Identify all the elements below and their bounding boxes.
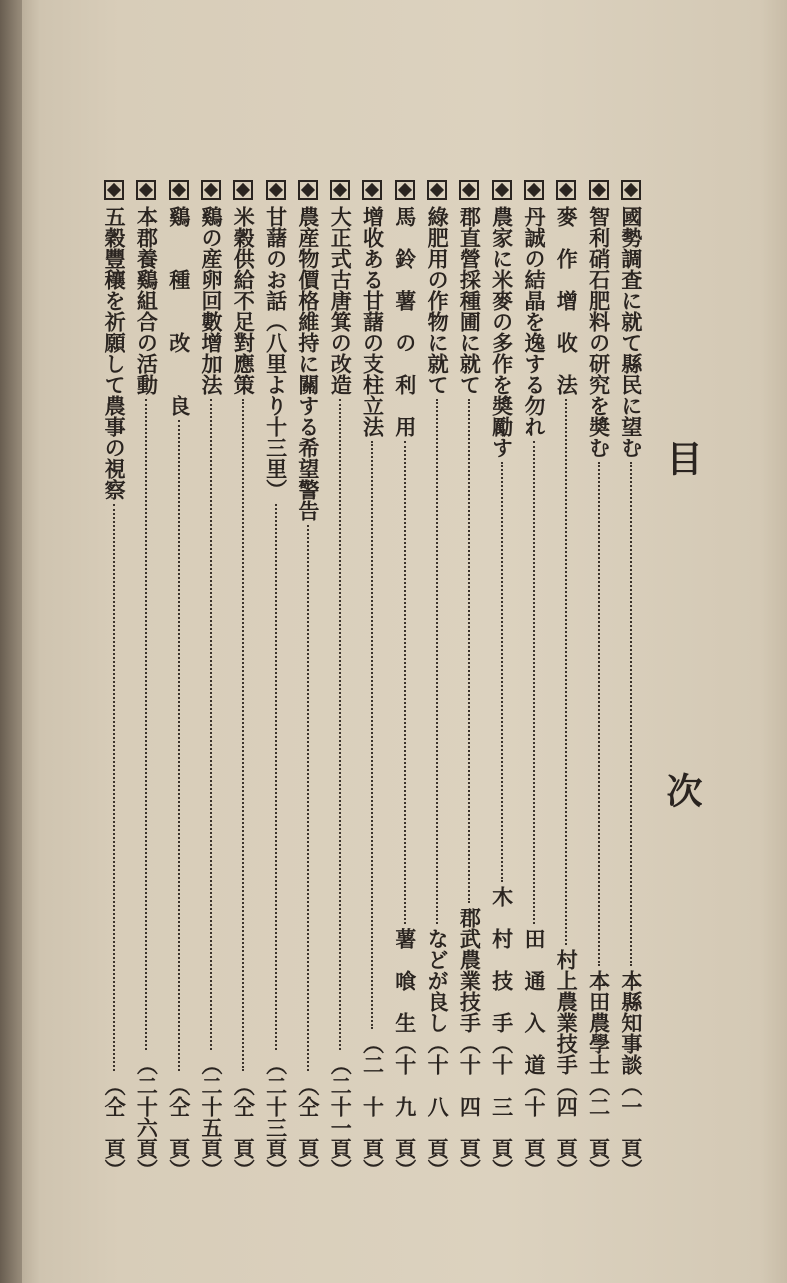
- entry-page: （二十六頁）: [134, 1054, 160, 1180]
- entry-page: （十 八 頁）: [425, 1033, 451, 1180]
- entry-page: （二 頁）: [586, 1075, 612, 1180]
- dot-leader: [436, 399, 438, 924]
- entry-page: （十 九 頁）: [392, 1033, 418, 1180]
- toc-entry: [389, 180, 421, 1180]
- entry-title: 農家に米麥の多作を奬勵す: [489, 206, 515, 458]
- entry-author: 薯 喰 生: [392, 928, 418, 1033]
- dot-leader: [178, 420, 180, 1071]
- diamond-bullet-icon: [524, 180, 544, 200]
- toc-entry: [486, 180, 518, 1180]
- dot-leader: [565, 399, 567, 945]
- diamond-bullet-icon: [362, 180, 382, 200]
- entry-title: 大正式古唐箕の改造: [328, 206, 354, 395]
- diamond-bullet-icon: [459, 180, 479, 200]
- diamond-bullet-icon: [201, 180, 221, 200]
- toc-entry: [98, 180, 130, 1180]
- dot-leader: [404, 441, 406, 924]
- diamond-bullet-icon: [136, 180, 156, 200]
- diamond-bullet-icon: [492, 180, 512, 200]
- dot-leader: [145, 399, 147, 1050]
- book-spine-shadow: [0, 0, 22, 1283]
- dot-leader: [113, 504, 115, 1071]
- diamond-bullet-icon: [169, 180, 189, 200]
- entry-author: 田 通 入 道: [521, 928, 547, 1075]
- entry-title: 麥 作 增 收 法: [554, 206, 580, 395]
- dot-leader: [501, 462, 503, 882]
- entry-title: 鷄の産卵回數增加法: [199, 206, 224, 395]
- entry-author: 木 村 技 手: [489, 886, 515, 1033]
- entry-title: 農産物價格維持に關する希望警告: [295, 206, 321, 521]
- entry-page: （仝 頁）: [231, 1075, 257, 1180]
- diamond-bullet-icon: [427, 180, 447, 200]
- toc-entry: [453, 180, 485, 1180]
- toc-entry: [550, 180, 582, 1180]
- toc-entry: [163, 180, 195, 1180]
- dot-leader: [533, 441, 535, 924]
- entry-page: （仝 頁）: [166, 1075, 192, 1180]
- entry-page: （二 十 頁）: [360, 1033, 386, 1180]
- entry-page: （二十一頁）: [328, 1054, 354, 1180]
- entry-title: 鷄 種 改 良: [166, 206, 192, 416]
- entry-page: （二十三頁）: [263, 1054, 289, 1180]
- toc-entry: [356, 180, 388, 1180]
- entry-author: 村上農業技手: [554, 949, 580, 1075]
- dot-leader: [371, 441, 373, 1029]
- toc-entry: [324, 180, 356, 1180]
- toc-entry: [195, 180, 227, 1180]
- diamond-bullet-icon: [266, 180, 286, 200]
- dot-leader: [598, 462, 600, 966]
- entry-title: 智利硝石肥料の研究を奬む: [586, 206, 612, 458]
- entry-title: 國勢調査に就て縣民に望む: [618, 206, 644, 458]
- entry-author: などが良し: [425, 928, 451, 1033]
- entry-title: 郡直營採種圃に就て: [457, 206, 483, 395]
- toc-entry: [130, 180, 162, 1180]
- diamond-bullet-icon: [298, 180, 318, 200]
- entry-title: 綠肥用の作物に就て: [425, 206, 451, 395]
- dot-leader: [339, 399, 341, 1050]
- toc-entry: [518, 180, 550, 1180]
- entry-page: （仝 頁）: [295, 1075, 321, 1180]
- dot-leader: [307, 525, 309, 1071]
- page-title: 目 次: [661, 440, 703, 938]
- diamond-bullet-icon: [621, 180, 641, 200]
- entry-title: 本郡養鷄組合の活動: [134, 206, 160, 395]
- diamond-bullet-icon: [104, 180, 124, 200]
- entry-page: （二十五頁）: [199, 1054, 224, 1180]
- toc-entry: [615, 180, 647, 1180]
- diamond-bullet-icon: [556, 180, 576, 200]
- entry-author: 本田農學士: [586, 970, 612, 1075]
- diamond-bullet-icon: [233, 180, 253, 200]
- entry-title: 甘藷のお話（八里より十三里）: [263, 206, 289, 500]
- entry-page: （十 三 頁）: [489, 1033, 515, 1180]
- diamond-bullet-icon: [395, 180, 415, 200]
- dot-leader: [242, 399, 244, 1071]
- entry-author: 郡武農業技手: [457, 907, 483, 1033]
- toc-entry: [292, 180, 324, 1180]
- entry-title: 丹誠の結晶を逸する勿れ: [521, 206, 547, 437]
- toc-entry: [259, 180, 291, 1180]
- entry-page: （十 頁）: [521, 1075, 547, 1180]
- entry-page: （十 四 頁）: [457, 1033, 483, 1180]
- entry-title: 五穀豐穰を祈願して農事の視察: [102, 206, 128, 500]
- entry-title: 馬 鈴 薯 の 利 用: [392, 206, 418, 437]
- entry-page: （仝 頁）: [102, 1075, 128, 1180]
- entry-title: 米穀供給不足對應策: [231, 206, 257, 395]
- toc-entry: [421, 180, 453, 1180]
- table-of-contents: [98, 180, 647, 1180]
- dot-leader: [468, 399, 470, 903]
- entry-title: 增收ある甘藷の支柱立法: [360, 206, 386, 437]
- entry-page: （四 頁）: [554, 1075, 580, 1180]
- toc-entry: [582, 180, 614, 1180]
- diamond-bullet-icon: [330, 180, 350, 200]
- toc-entry: [227, 180, 259, 1180]
- dot-leader: [210, 399, 212, 1050]
- dot-leader: [275, 504, 277, 1050]
- entry-page: （一 頁）: [618, 1075, 644, 1180]
- dot-leader: [630, 462, 632, 966]
- entry-author: 本縣知事談: [618, 970, 644, 1075]
- diamond-bullet-icon: [589, 180, 609, 200]
